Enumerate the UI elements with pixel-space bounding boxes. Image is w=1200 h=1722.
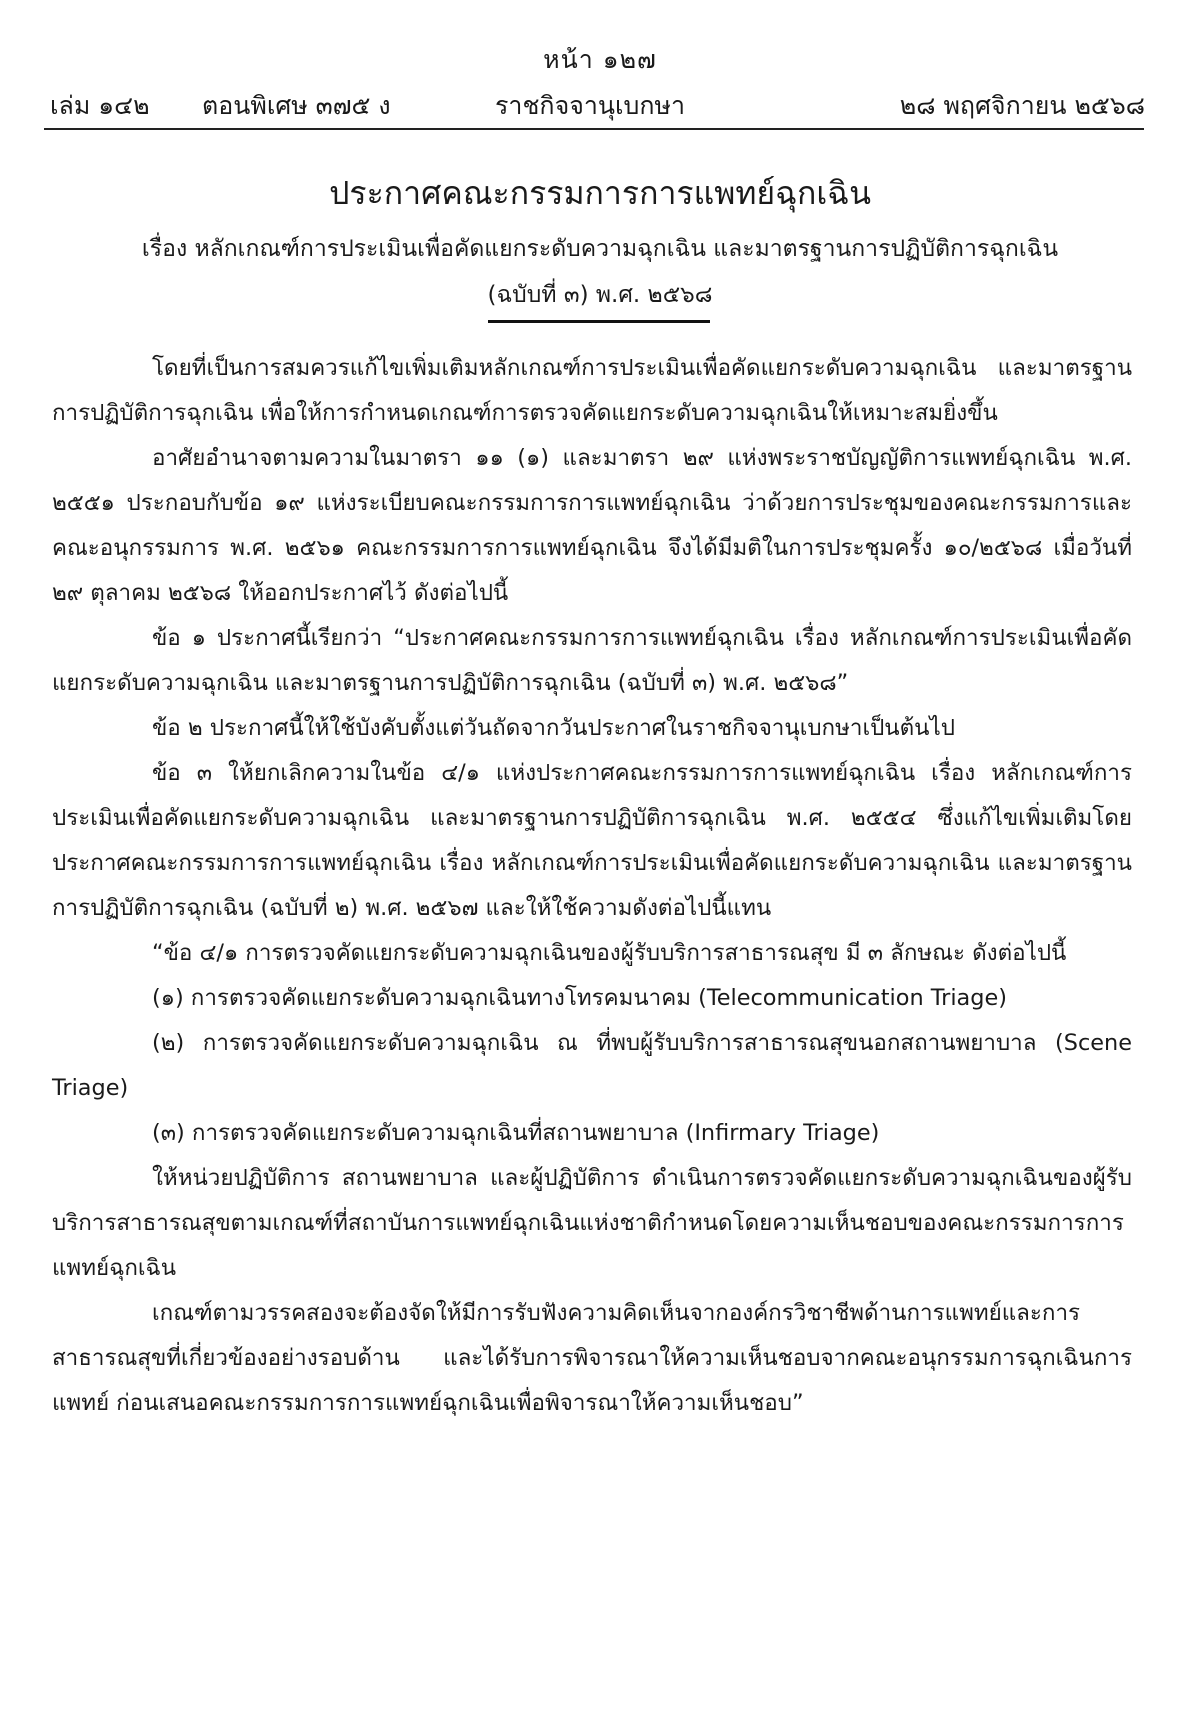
- gazette-name: ราชกิจจานุเบกษา: [495, 91, 686, 120]
- subject-line-1: เรื่อง หลักเกณฑ์การประเมินเพื่อคัดแยกระดับความฉุกเฉิน และมาตรฐานการปฏิบัติการฉุกเฉิน: [141, 236, 1059, 262]
- triage-item-1: (๑) การตรวจคัดแยกระดับความฉุกเฉินทางโทรคมนาคม (Telecommunication Triage): [152, 985, 1008, 1011]
- page-number: หน้า ๑๒๗: [543, 45, 657, 74]
- paragraph-criteria: เกณฑ์ตามวรรคสองจะต้องจัดให้มีการรับฟังความคิดเห็นจากองค์กรวิชาชีพด้านการแพทย์และการสาธารณสุขที่เกี่ยวข้องอย่างรอบด้าน และได้รับการพิจารณาให้ความเห็นชอบจากคณะอนุกรรมการฉุกเฉินการแพทย์ ก่อนเสนอคณะกรรมการการแพทย์ฉุกเฉินเพื่อพิจารณาให้ความเห็นชอบ”: [52, 1300, 1132, 1416]
- paragraph-preamble: โดยที่เป็นการสมควรแก้ไขเพิ่มเติมหลักเกณฑ์การประเมินเพื่อคัดแยกระดับความฉุกเฉิน และมาตรฐานการปฏิบัติการฉุกเฉิน เพื่อให้การกำหนดเกณฑ์การตรวจคัดแยกระดับความฉุกเฉินให้เหมาะสมยิ่งขึ้น: [52, 355, 1132, 426]
- gazette-section: ตอนพิเศษ ๓๗๕ ง: [202, 91, 391, 120]
- gazette-header: [50, 86, 1145, 126]
- paragraph-authority: อาศัยอำนาจตามความในมาตรา ๑๑ (๑) และมาตรา ๒๙ แห่งพระราชบัญญัติการแพทย์ฉุกเฉิน พ.ศ. ๒๕๕๑ ประกอบกับข้อ ๑๙ แห่งระเบียบคณะกรรมการการแพทย์ฉุกเฉิน ว่าด้วยการประชุมของคณะกรรมการและคณะอนุกรรมการ พ.ศ. ๒๕๖๑ คณะกรรมการการแพทย์ฉุกเฉิน จึงได้มีมติในการประชุมครั้ง ๑๐/๒๕๖๘ เมื่อวันที่ ๒๙ ตุลาคม ๒๕๖๘ ให้ออกประกาศไว้ ดังต่อไปนี้: [52, 445, 1132, 606]
- header-divider: [44, 128, 1144, 130]
- title-divider: [488, 320, 710, 323]
- gazette-volume: เล่ม ๑๔๒: [50, 91, 150, 120]
- triage-item-3: (๓) การตรวจคัดแยกระดับความฉุกเฉินที่สถานพยาบาล (Infirmary Triage): [152, 1120, 880, 1146]
- triage-item-2: (๒) การตรวจคัดแยกระดับความฉุกเฉิน ณ ที่พบผู้รับบริการสาธารณสุขนอกสถานพยาบาล (Scene Triage): [52, 1030, 1132, 1101]
- clause-4-1: “ข้อ ๔/๑ การตรวจคัดแยกระดับความฉุกเฉินของผู้รับบริการสาธารณสุข มี ๓ ลักษณะ ดังต่อไปนี้: [152, 940, 1067, 966]
- paragraph-implementation: ให้หน่วยปฏิบัติการ สถานพยาบาล และผู้ปฏิบัติการ ดำเนินการตรวจคัดแยกระดับความฉุกเฉินของผู้รับบริการสาธารณสุขตามเกณฑ์ที่สถาบันการแพทย์ฉุกเฉินแห่งชาติกำหนดโดยความเห็นชอบของคณะกรรมการการแพทย์ฉุกเฉิน: [52, 1165, 1132, 1281]
- announcement-title: ประกาศคณะกรรมการการแพทย์ฉุกเฉิน: [329, 174, 871, 212]
- clause-3: ข้อ ๓ ให้ยกเลิกความในข้อ ๔/๑ แห่งประกาศคณะกรรมการการแพทย์ฉุกเฉิน เรื่อง หลักเกณฑ์การประเมินเพื่อคัดแยกระดับความฉุกเฉิน และมาตรฐานการปฏิบัติการฉุกเฉิน พ.ศ. ๒๕๕๔ ซึ่งแก้ไขเพิ่มเติมโดยประกาศคณะกรรมการการแพทย์ฉุกเฉิน เรื่อง หลักเกณฑ์การประเมินเพื่อคัดแยกระดับความฉุกเฉิน และมาตรฐานการปฏิบัติการฉุกเฉิน (ฉบับที่ ๒) พ.ศ. ๒๕๖๗ และให้ใช้ความดังต่อไปนี้แทน: [52, 760, 1132, 921]
- clause-1: ข้อ ๑ ประกาศนี้เรียกว่า “ประกาศคณะกรรมการการแพทย์ฉุกเฉิน เรื่อง หลักเกณฑ์การประเมินเพื่อคัดแยกระดับความฉุกเฉิน และมาตรฐานการปฏิบัติการฉุกเฉิน (ฉบับที่ ๓) พ.ศ. ๒๕๖๘”: [52, 625, 1132, 696]
- announcement-subject: [40, 226, 1160, 318]
- subject-line-2: (ฉบับที่ ๓) พ.ศ. ๒๕๖๘: [487, 282, 713, 308]
- announcement-body: [52, 346, 1132, 1426]
- clause-2: ข้อ ๒ ประกาศนี้ให้ใช้บังคับตั้งแต่วันถัดจากวันประกาศในราชกิจจานุเบกษาเป็นต้นไป: [152, 715, 955, 741]
- gazette-date: ๒๘ พฤศจิกายน ๒๕๖๘: [899, 91, 1145, 120]
